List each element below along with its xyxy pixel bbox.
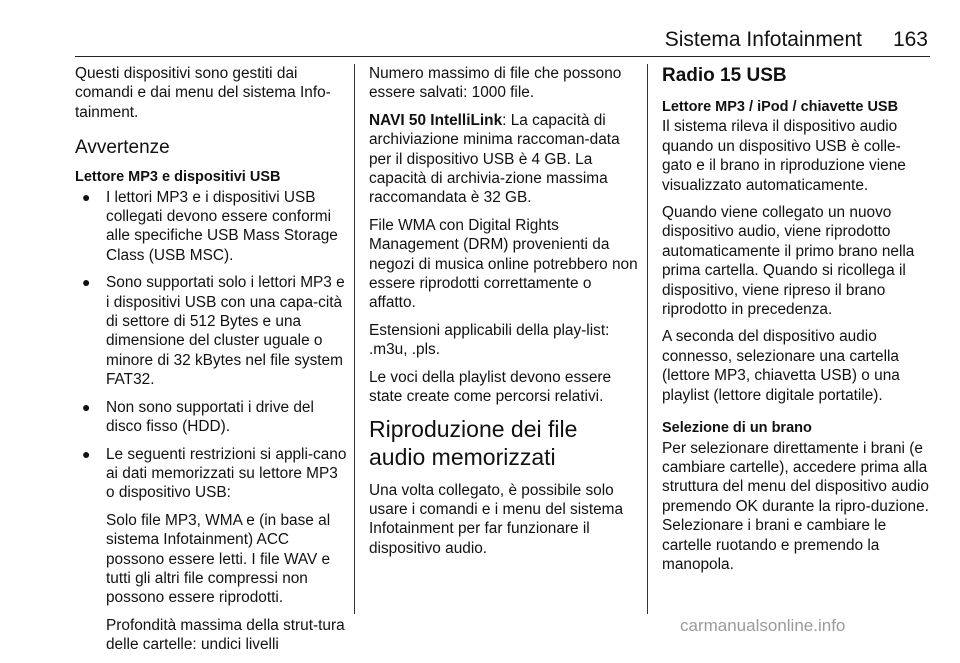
restriction-folder-depth: Profondità massima della strut-tura delle cartelle: undici livelli (106, 616, 345, 654)
column-left (75, 64, 347, 663)
restriction-file-types: Solo file MP3, WMA e (in base al sistema Infotainment) ACC possono essere letti. I file WAV e tutti gli altri file compressi non possono essere riprodotti. (106, 511, 331, 607)
paragraph-wma-drm: File WMA con Digital Rights Management (DRM) provenienti da negozi di musica online potrebbero non essere riprodotti correttamente o affatto. (369, 216, 638, 312)
column-middle (369, 64, 639, 566)
paragraph-new-device: Quando viene collegato un nuovo dispositivo audio, viene riprodotto automaticamente il primo brano nella prima cartella. Quando si ricollega il dispositivo, viene ripreso il brano riprodotto in precedenza. (662, 204, 915, 319)
running-title: Sistema Infotainment (664, 28, 862, 51)
list-item: ● Le seguenti restrizioni si appli-cano ai dati memorizzati su lettore MP3 o dispositivo USB: (82, 445, 347, 502)
warning-list (75, 188, 347, 503)
section-heading-avvertenze: Avvertenze (75, 137, 170, 159)
subheading-mp3-ipod: Lettore MP3 / iPod / chiavette USB (662, 99, 899, 115)
list-item: ● Sono supportati solo i lettori MP3 e i dispositivi USB con una capa-cità di settore di 512 Bytes e una dimensione del cluster uguale o minore di 32 kBytes nel file system FAT32. (82, 274, 345, 389)
section-heading-radio15: Radio 15 USB (662, 65, 787, 86)
list-item: ● I lettori MP3 e i dispositivi USB collegati devono essere conformi alle specifiche USB Mass Storage Class (USB MSC). (82, 188, 338, 264)
paragraph-detect: Il sistema rileva il dispositivo audio quando un dispositivo USB è colle-gato e il brano in riproduzione viene visualizzato automaticamente. (662, 118, 906, 194)
bullet-icon: ● (82, 274, 91, 291)
paragraph-playlist-ext: Estensioni applicabili della play-list: .m3u, .pls. (369, 321, 610, 359)
bullet-icon: ● (82, 188, 91, 205)
subheading-mp3-usb: Lettore MP3 e dispositivi USB (75, 169, 281, 186)
bullet-icon: ● (82, 445, 91, 462)
column-divider (647, 64, 648, 614)
navi50-label: NAVI 50 IntelliLink (369, 111, 503, 129)
subheading-select-track: Selezione di un brano (662, 420, 812, 437)
section-heading-riproduzione: Riproduzione dei file audio memorizzati (369, 415, 578, 470)
bullet-icon: ● (82, 398, 91, 415)
paragraph-max-files: Numero massimo di file che possono essere salvati: 1000 file. (369, 65, 622, 102)
intro-paragraph: Questi dispositivi sono gestiti dai comandi e dai menu del sistema Info-tainment. (75, 65, 331, 121)
page-number: 163 (892, 28, 928, 51)
paragraph-usage: Una volta collegato, è possibile solo usare i comandi e i menu del sistema Infotainment per far funzionare il dispositivo audio. (369, 481, 624, 557)
column-right (662, 64, 930, 582)
paragraph-playlist-paths: Le voci della playlist devono essere state create come percorsi relativi. (369, 368, 612, 406)
paragraph-select-folder: A seconda del dispositivo audio connesso, selezionare una cartella (lettore MP3, chiavetta USB) o una playlist (lettore digitale portatile). (662, 328, 900, 404)
list-item: ● Non sono supportati i drive del disco fisso (HDD). (82, 398, 314, 436)
page-header (75, 26, 930, 57)
column-divider (354, 64, 355, 614)
paragraph-select-track: Per selezionare direttamente i brani (e cambiare cartelle), accedere prima alla struttura del menu del dispositivo audio premendo OK durante la ripro-duzione. Selezionare i brani e cambiare le cartelle ruotando e premendo la manopola. (662, 439, 929, 573)
watermark: carmanualsonline.info (680, 616, 846, 635)
paragraph-navi50: NAVI 50 IntelliLink: La capacità di archiviazione minima raccoman-data per il dispositivo USB è 4 GB. La capacità di archivia-zione massima raccomandata è 32 GB. (369, 111, 620, 207)
